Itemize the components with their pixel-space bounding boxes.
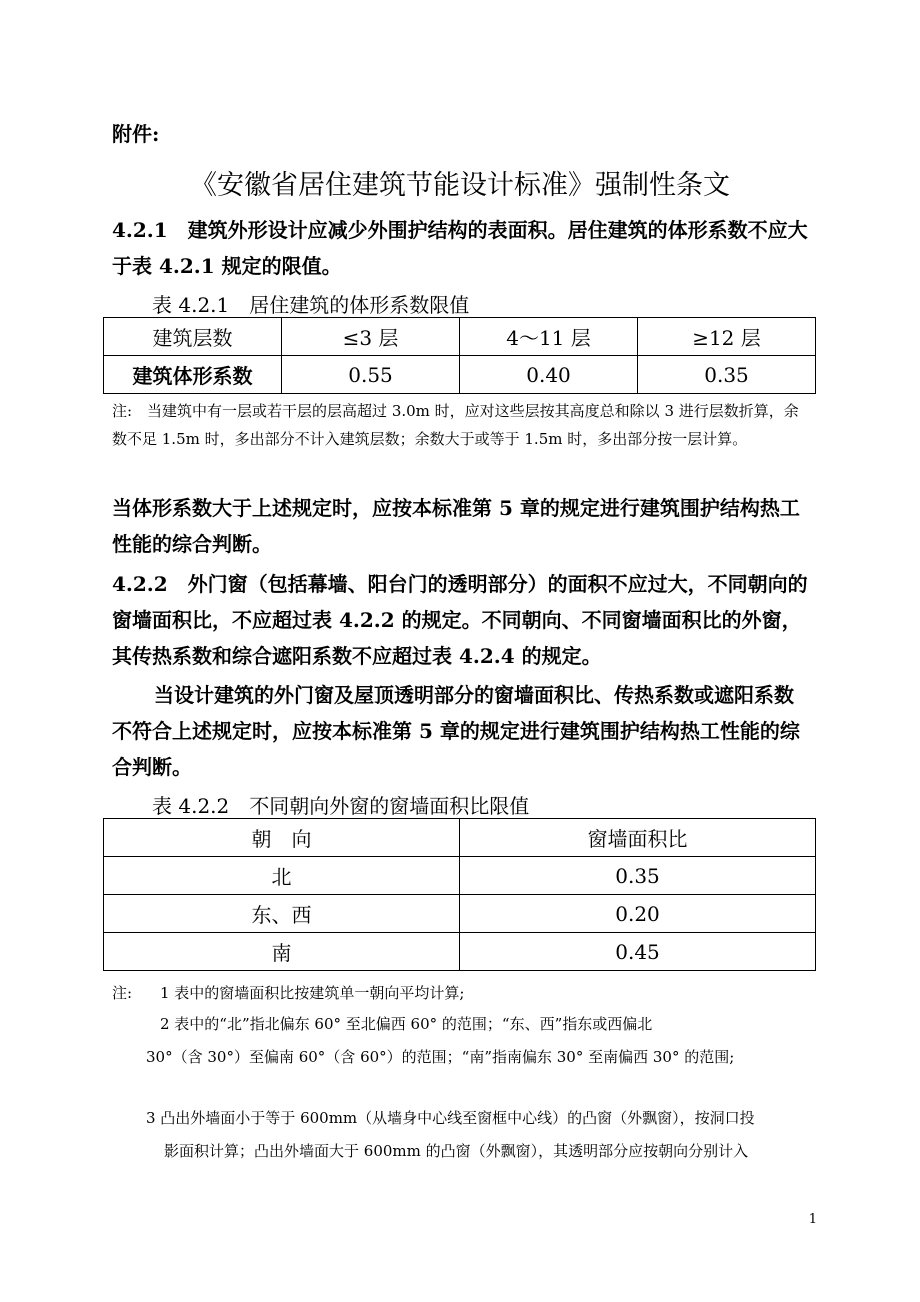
attachment-heading: 附件:: [112, 122, 160, 146]
shape-factor-table: [103, 317, 816, 394]
table2-note-2-line2: 30°（含 30°）至偏南 60°（含 60°）的范围；“南”指南偏东 30° 至南偏西 30° 的范围;: [146, 1048, 735, 1066]
table2-row: [104, 895, 816, 933]
table2-note-1: 1 表中的窗墙面积比按建筑单一朝向平均计算;: [160, 984, 465, 1002]
table2-note-2-line1: 2 表中的“北”指北偏东 60° 至北偏西 60° 的范围；“东、西”指东或西偏北: [160, 1015, 653, 1033]
table1-header-row: [104, 318, 816, 356]
table2-note-3-line2: 影面积计算；凸出外墙面大于 600mm 的凸窗（外飘窗），其透明部分应按朝向分别计入: [164, 1142, 749, 1160]
table2-caption: 表 4.2.2 不同朝向外窗的窗墙面积比限值: [152, 794, 530, 818]
para-window-ratio: 当设计建筑的外门窗及屋顶透明部分的窗墙面积比、传热系数或遮阳系数不符合上述规定时，应按本标准第 5 章的规定进行建筑围护结构热工性能的综合判断。: [112, 683, 800, 779]
window-wall-ratio-table: [103, 818, 816, 971]
table2-header-cell: 窗墙面积比: [460, 819, 816, 857]
page-number: 1: [808, 1212, 817, 1227]
table2-row: [104, 933, 816, 971]
table1-header-cell: ≥12 层: [638, 318, 816, 356]
table1-caption: 表 4.2.1 居住建筑的体形系数限值: [152, 293, 470, 317]
table1-header-cell: 4～11 层: [460, 318, 638, 356]
table2-cell: 0.35: [460, 857, 816, 895]
table2-note-label: 注:: [112, 984, 133, 1002]
para-shape-factor: 当体形系数大于上述规定时，应按本标准第 5 章的规定进行建筑围护结构热工性能的综合判断。: [112, 496, 800, 556]
table1-row: [104, 356, 816, 394]
clause-4-2-1: 4.2.1 建筑外形设计应减少外围护结构的表面积。居住建筑的体形系数不应大于表 4.2.1 规定的限值。: [112, 218, 808, 278]
table2-cell: 0.45: [460, 933, 816, 971]
table2-note-3-line1: 3 凸出外墙面小于等于 600mm（从墙身中心线至窗框中心线）的凸窗（外飘窗），按洞口投: [146, 1109, 755, 1127]
table2-header-cell: 朝 向: [104, 819, 460, 857]
clause-4-2-2: 4.2.2 外门窗（包括幕墙、阳台门的透明部分）的面积不应过大，不同朝向的窗墙面积比，不应超过表 4.2.2 的规定。不同朝向、不同窗墙面积比的外窗，其传热系数和综合遮阳系数不应超过表 4.2.4 的规定。: [112, 572, 808, 668]
table1-header-cell: ≤3 层: [282, 318, 460, 356]
table1-cell: 0.35: [638, 356, 816, 394]
table2-cell: 东、西: [104, 895, 460, 933]
document-title: 《安徽省居住建筑节能设计标准》强制性条文: [190, 170, 730, 201]
table1-cell: 0.40: [460, 356, 638, 394]
table1-header-cell: 建筑层数: [104, 318, 282, 356]
table2-cell: 北: [104, 857, 460, 895]
table2-cell: 0.20: [460, 895, 816, 933]
table1-note: 注: 当建筑中有一层或若干层的层高超过 3.0m 时，应对这些层按其高度总和除以 3 进行层数折算，余数不足 1.5m 时，多出部分不计入建筑层数；余数大于或等于 1.5m 时，多出部分按一层计算。: [112, 402, 799, 448]
table2-row: [104, 857, 816, 895]
table1-cell: 建筑体形系数: [104, 356, 282, 394]
table2-header-row: [104, 819, 816, 857]
table2-cell: 南: [104, 933, 460, 971]
table1-cell: 0.55: [282, 356, 460, 394]
